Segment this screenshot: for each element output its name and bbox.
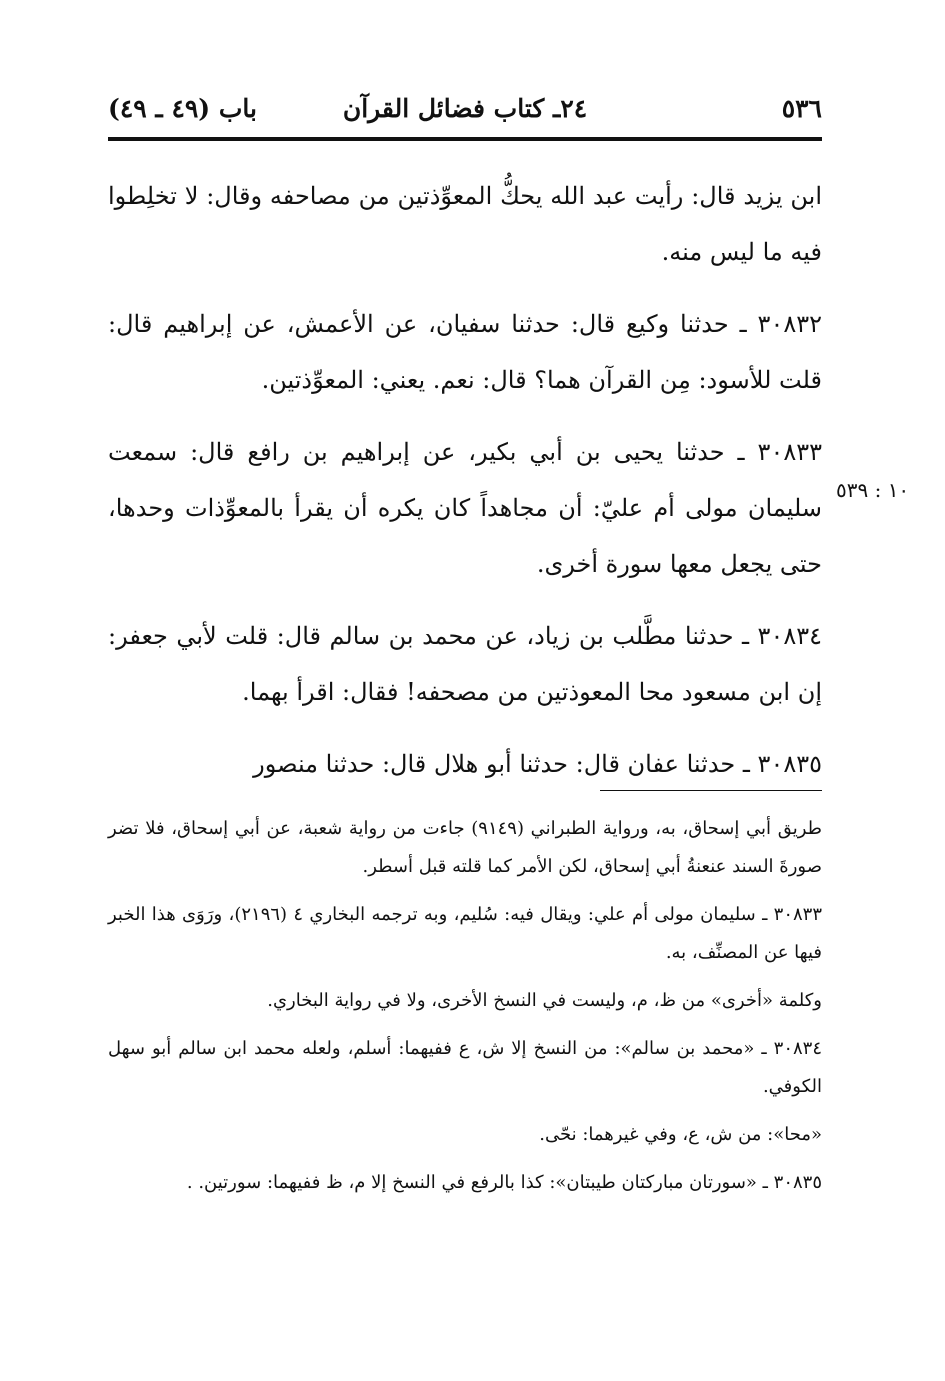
margin-reference: ١٠ : ٥٣٩ bbox=[836, 478, 910, 502]
page-number: ٥٣٦ bbox=[781, 94, 822, 123]
footnote: وكلمة «أخرى» من ظ، م، وليست في النسخ الأخرى، ولا في رواية البخاري. bbox=[267, 990, 822, 1011]
footnotes bbox=[108, 810, 822, 1212]
footnote: طريق أبي إسحاق، به، ورواية الطبراني (٩١٤٩) جاءت من رواية شعبة، عن أبي إسحاق، فلا تضر صورةَ السند عنعنةُ أبي إسحاق، لكن الأمر كما قلته قبل أسطر. bbox=[108, 818, 822, 877]
footnote: ٣٠٨٣٣ ـ سليمان مولى أم علي: ويقال فيه: سُليم، وبه ترجمه البخاري ٤ (٢١٩٦)، ورَوَى هذا الخبر فيها عن المصنِّف، به. bbox=[108, 904, 822, 963]
header-rule bbox=[108, 137, 822, 141]
footnote: «محا»: من ش، ع، وفي غيرهما: نحّى. bbox=[539, 1124, 822, 1145]
chapter-reference: باب (٤٩ ـ ٤٩) bbox=[108, 94, 257, 123]
book-title: ٢٤ـ كتاب فضائل القرآن bbox=[342, 94, 588, 123]
page-header bbox=[108, 94, 822, 134]
paragraph: ٣٠٨٣٥ ـ حدثنا عفان قال: حدثنا أبو هلال قال: حدثنا منصور bbox=[253, 750, 822, 778]
paragraph: ٣٠٨٣٤ ـ حدثنا مطَّلب بن زياد، عن محمد بن سالم قال: قلت لأبي جعفر: إن ابن مسعود محا المعوذتين من مصحفه! فقال: اقرأ بهما. bbox=[108, 622, 822, 706]
main-text bbox=[108, 168, 822, 808]
footnote: ٣٠٨٣٥ ـ «سورتان مباركتان طيبتان»: كذا بالرفع في النسخ إلا م، ظ ففيهما: سورتين. . bbox=[186, 1172, 822, 1193]
footnote-separator bbox=[600, 790, 822, 791]
paragraph: ابن يزيد قال: رأيت عبد الله يحكُّ المعوِّذتين من مصاحفه وقال: لا تخلِطوا فيه ما ليس منه. bbox=[108, 182, 822, 266]
footnote: ٣٠٨٣٤ ـ «محمد بن سالم»: من النسخ إلا ش، ع ففيهما: أسلم، ولعله محمد ابن سالم أبو سهل الكوفي. bbox=[108, 1038, 822, 1097]
paragraph: ٣٠٨٣٢ ـ حدثنا وكيع قال: حدثنا سفيان، عن الأعمش، عن إبراهيم قال: قلت للأسود: مِن القرآن هما؟ قال: نعم. يعني: المعوِّذتين. bbox=[108, 310, 822, 394]
paragraph: ٣٠٨٣٣ ـ حدثنا يحيى بن أبي بكير، عن إبراهيم بن رافع قال: سمعت سليمان مولى أم عليّ: أن مجاهداً كان يكره أن يقرأ بالمعوِّذات وحدها، حتى يجعل معها سورة أخرى. bbox=[108, 438, 822, 578]
